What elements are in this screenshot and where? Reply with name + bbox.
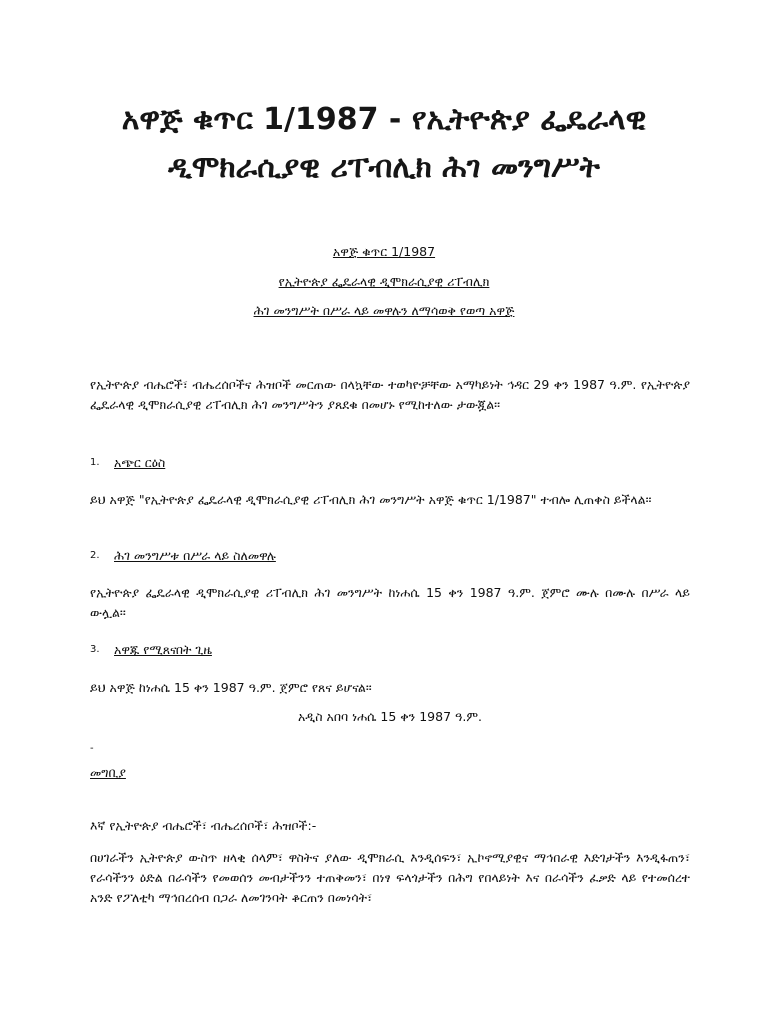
section-1-heading bbox=[90, 454, 165, 472]
section-2-body: የኢትዮጵያ ፌዴራላዊ ዲሞክራሲያዊ ሪፐብሊክ ሕገ መንግሥት ከነሐሴ 15 ቀን 1987 ዓ.ም. ጀምሮ ሙሉ በሙሉ በሥራ ላይ ውሏል፡፡ bbox=[90, 585, 690, 620]
proclamation-purpose-line: ሕገ መንግሥት በሥራ ላይ መዋሉን ለማሳወቅ የወጣ አዋጅ bbox=[253, 303, 515, 318]
section-number: 3. bbox=[90, 644, 100, 655]
place-and-date-signoff: አዲስ አበባ ነሐሴ 15 ቀን 1987 ዓ.ም. bbox=[297, 709, 482, 724]
section-3-body: ይህ አዋጅ ከነሐሴ 15 ቀን 1987 ዓ.ም. ጀምሮ የጸና ይሆናል፡፡ bbox=[90, 680, 372, 695]
proclamation-number: አዋጅ ቁጥር 1/1987 bbox=[332, 244, 436, 259]
document-title: አዋጅ ቁጥር 1/1987 - የኢትዮጵያ ፌዴራላዊ ዲሞክራሲያዊ ሪፐብሊክ ሕገ መንግሥት bbox=[121, 102, 647, 185]
preamble-heading: መግቢያ bbox=[90, 765, 126, 780]
section-title: አዋጁ የሚጸናበት ጊዜ bbox=[114, 642, 212, 657]
section-title: አጭር ርዕስ bbox=[114, 455, 166, 470]
section-1-body: ይህ አዋጅ "የኢትዮጵያ ፌዴራላዊ ዲሞክራሲያዊ ሪፐብሊክ ሕገ መንግሥት አዋጅ ቁጥር 1/1987" ተብሎ ሊጠቀስ ይችላል፡፡ bbox=[90, 492, 652, 507]
preamble-opening: እኛ የኢትዮጵያ ብሔሮች፣ ብሔረሰቦች፣ ሕዝቦች:- bbox=[90, 818, 317, 833]
section-number: 1. bbox=[90, 457, 100, 468]
section-number: 2. bbox=[90, 550, 100, 561]
section-3-heading bbox=[90, 641, 212, 659]
republic-name-line: የኢትዮጵያ ፌዴራላዊ ዲሞክራሲያዊ ሪፐብሊክ bbox=[278, 274, 490, 289]
section-title: ሕገ መንግሥቱ በሥራ ላይ ስለመዋሉ bbox=[114, 548, 276, 563]
section-2-heading bbox=[90, 547, 276, 565]
preamble-paragraph: በሀገራችን ኢትዮጵያ ውስጥ ዘላቂ ሰላም፣ ዋስትና ያለው ዲሞክራሲ እንዲሰፍን፣ ኢኮኖሚያዊና ማኅበራዊ እድገታችን እንዲፋጠን፣ የራሳችንን ዕድል በራሳችን የመወሰን መብታችንን ተጠቅመን፣ በነፃ ፍላጎታችን በሕግ የበላይነት እና በራሳችን ፈቃድ ላይ የተመሰረተ አንድ የፖለቲካ ማኅበረሰብ በጋራ ለመገንባት ቆርጠን በመነሳት፣ bbox=[90, 850, 690, 905]
separator-dash: - bbox=[90, 743, 94, 754]
intro-paragraph: የኢትዮጵያ ብሔሮች፣ ብሔረሰቦችና ሕዝቦች መርጠው በላኳቸው ተወካዮቻቸው አማካይነት ኅዳር 29 ቀን 1987 ዓ.ም. የኢትዮጵያ ፌዴራላዊ ዲሞክራሲያዊ ሪፐብሊክ ሕገ መንግሥትን ያጸደቁ በመሆኑ የሚከተለው ታውጇል፡፡ bbox=[90, 377, 690, 412]
